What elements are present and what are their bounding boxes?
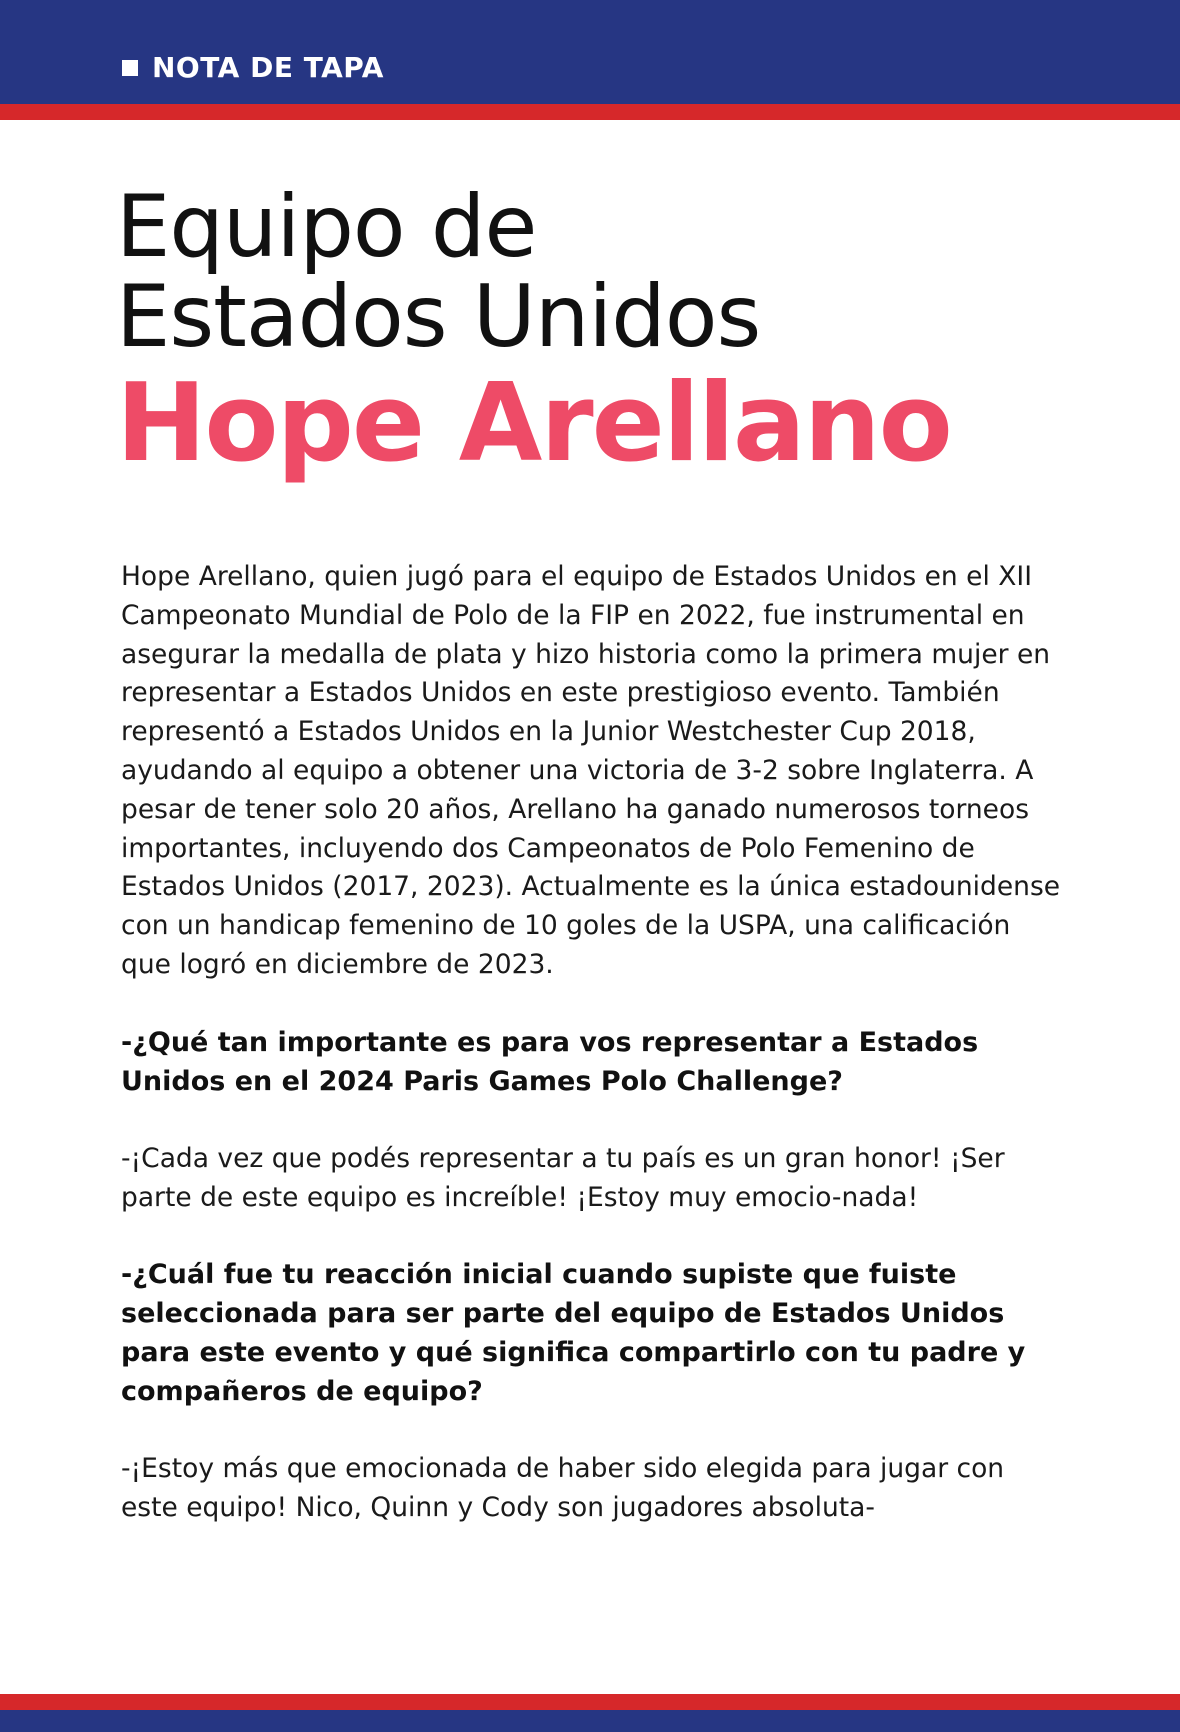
article-body <box>121 558 1066 1527</box>
section-tag <box>122 50 384 86</box>
header-stripe <box>0 104 1180 120</box>
headline <box>116 177 1116 488</box>
footer-stripe <box>0 1694 1180 1710</box>
question-1: -¿Qué tan importante es para vos representar a Estados Unidos en el 2024 Paris Games Polo Challenge? <box>121 1026 979 1097</box>
answer-2: -¡Estoy más que emocionada de haber sido elegida para jugar con este equipo! Nico, Quinn y Cody son jugadores absoluta- <box>121 1452 1005 1523</box>
question-2: -¿Cuál fue tu reacción inicial cuando supiste que fuiste seleccionada para ser parte del equipo de Estados Unidos para este evento y qué significa compartirlo con tu padre y compañeros de equipo? <box>121 1258 1026 1407</box>
intro-paragraph: Hope Arellano, quien jugó para el equipo de Estados Unidos en el XII Campeonato Mundial de Polo de la FIP en 2022, fue instrumental en asegurar la medalla de plata y hizo historia como la primera mujer en representar a Estados Unidos en este prestigioso evento. También representó a Estados Unidos en la Junior Westchester Cup 2018, ayudando al equipo a obtener una victoria de 3-2 sobre Inglaterra. A pesar de tener solo 20 años, Arellano ha ganado numerosos torneos importantes, incluyendo dos Campeonatos de Polo Femenino de Estados Unidos (2017, 2023). Actualmente es la única estadounidense con un handicap femenino de 10 goles de la USPA, una calificación que logró en diciembre de 2023. <box>121 561 1061 980</box>
headline-name: Hope Arellano <box>116 361 951 486</box>
footer-band <box>0 1710 1180 1732</box>
headline-line-1: Equipo de <box>116 177 537 277</box>
square-bullet-icon <box>122 60 138 76</box>
section-label: NOTA DE TAPA <box>152 51 384 84</box>
headline-line-2: Estados Unidos <box>116 267 761 367</box>
answer-1: -¡Cada vez que podés representar a tu país es un gran honor! ¡Ser parte de este equipo es increíble! ¡Estoy muy emocio-nada! <box>121 1142 1005 1213</box>
